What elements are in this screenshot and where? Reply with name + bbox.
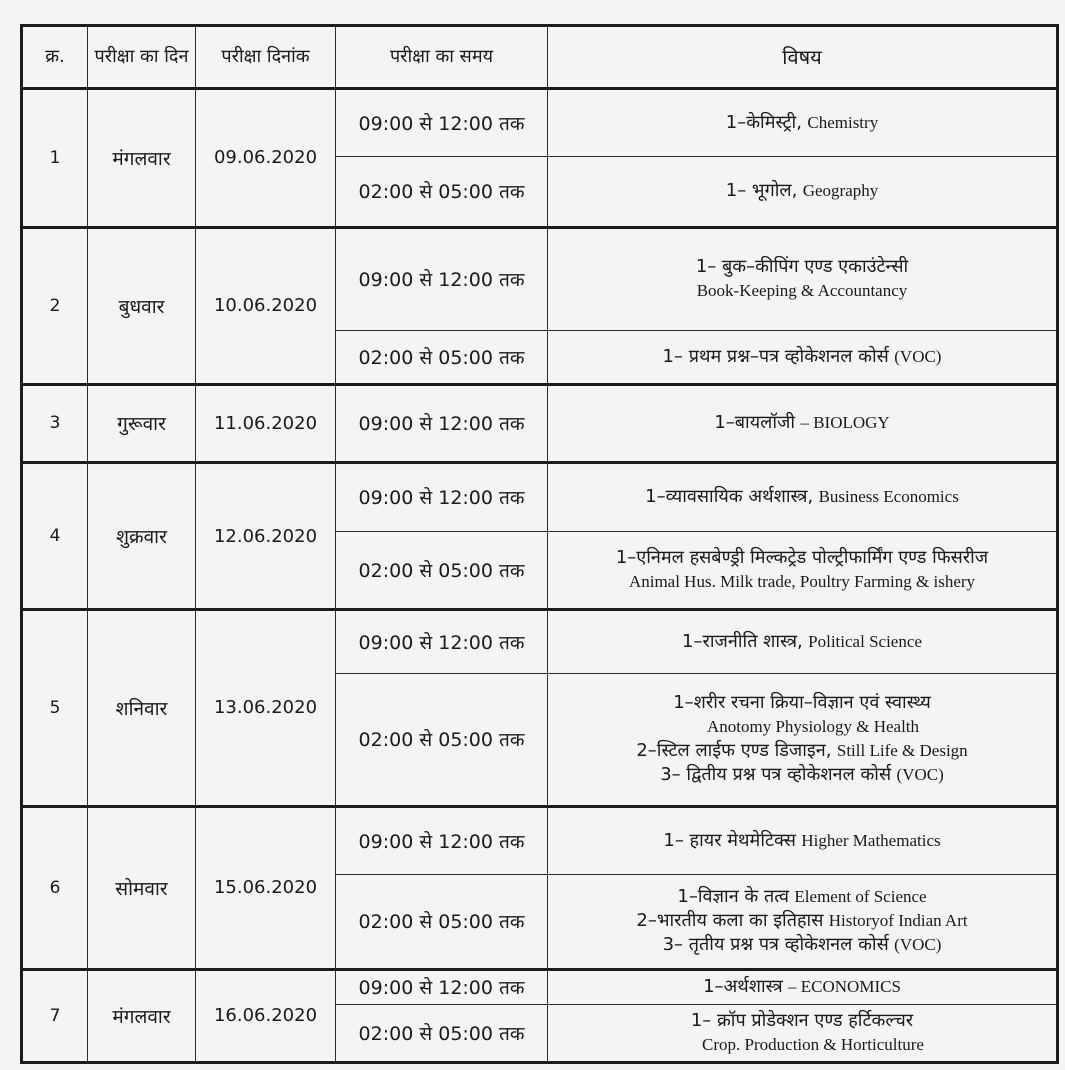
exam-day-cell: शुक्रवार xyxy=(88,463,196,610)
exam-day-cell: मंगलवार xyxy=(88,969,196,1062)
subject-name-english: (VOC) xyxy=(894,935,942,955)
table-header xyxy=(22,26,1058,89)
subject-line xyxy=(554,630,1050,654)
subject-line xyxy=(554,111,1050,135)
subject-name-hindi: 2–स्टिल लाईफ एण्ड डिजाइन, xyxy=(636,740,832,762)
exam-date-cell: 11.06.2020 xyxy=(196,384,336,463)
subject-name-english: Chemistry xyxy=(807,113,879,133)
subject-name-english: Geography xyxy=(802,181,879,201)
header-exam-time: परीक्षा का समय xyxy=(336,26,548,89)
subject-name-english: (VOC) xyxy=(896,765,944,785)
subject-line xyxy=(554,179,1050,203)
serial-cell: 1 xyxy=(22,89,88,228)
subject-name-hindi: 1–शरीर रचना क्रिया–विज्ञान एवं स्वास्थ्य xyxy=(673,692,931,714)
subject-cell xyxy=(548,384,1058,463)
subject-name-hindi: 3– तृतीय प्रश्न पत्र व्होकेशनल कोर्स xyxy=(662,934,889,956)
exam-date-cell: 13.06.2020 xyxy=(196,610,336,806)
subject-name-english: Political Science xyxy=(808,632,922,652)
exam-day-cell: बुधवार xyxy=(88,227,196,384)
subject-line xyxy=(554,570,1050,594)
subject-line xyxy=(554,933,1050,957)
subject-cell xyxy=(548,89,1058,157)
exam-date-cell: 10.06.2020 xyxy=(196,227,336,384)
subject-name-hindi: 1– प्रथम प्रश्न–पत्र व्होकेशनल कोर्स xyxy=(662,345,889,367)
exam-time-cell: 09:00 से 12:00 तक xyxy=(336,806,548,874)
subject-name-hindi: 1–राजनीति शास्त्र, xyxy=(682,631,803,653)
header-serial: क्र. xyxy=(22,26,88,89)
subject-name-hindi: 1–केमिस्ट्री, xyxy=(725,112,802,134)
subject-name-english: Higher Mathematics xyxy=(801,830,941,850)
subject-name-english: Historyof Indian Art xyxy=(828,911,968,931)
serial-cell: 6 xyxy=(22,806,88,969)
table-row xyxy=(22,227,1058,330)
exam-date-cell: 16.06.2020 xyxy=(196,969,336,1062)
subject-name-english: Element of Science xyxy=(794,887,927,907)
exam-time-cell: 02:00 से 05:00 तक xyxy=(336,674,548,806)
subject-name-english: – BIOLOGY xyxy=(800,413,890,433)
table-row xyxy=(22,384,1058,463)
subject-cell xyxy=(548,674,1058,806)
subject-line xyxy=(554,691,1050,715)
subject-line xyxy=(554,763,1050,787)
subject-name-hindi: 1–व्यावसायिक अर्थशास्त्र, xyxy=(645,486,814,508)
subject-name-english: Animal Hus. Milk trade, Poultry Farming & ishery xyxy=(628,571,976,591)
subject-name-english: – ECONOMICS xyxy=(788,977,901,997)
exam-date-cell: 15.06.2020 xyxy=(196,806,336,969)
exam-time-cell: 02:00 से 05:00 तक xyxy=(336,531,548,610)
subject-name-hindi: 2–भारतीय कला का इतिहास xyxy=(636,910,824,932)
subject-cell xyxy=(548,610,1058,674)
subject-name-hindi: 1–एनिमल हसबेण्ड्री मिल्कट्रेड पोल्ट्रीफार्मिंग एण्ड फिसरीज xyxy=(615,546,989,568)
table-row xyxy=(22,89,1058,157)
subject-name-hindi: 1–विज्ञान के तत्व xyxy=(677,886,790,908)
exam-day-cell: शनिवार xyxy=(88,610,196,806)
subject-name-hindi: 1– भूगोल, xyxy=(725,180,798,202)
subject-line xyxy=(554,485,1050,509)
subject-cell xyxy=(548,531,1058,610)
subject-line xyxy=(554,739,1050,763)
subject-name-hindi: 1– हायर मेथमेटिक्स xyxy=(663,829,796,851)
subject-cell xyxy=(548,463,1058,531)
subject-name-english: (VOC) xyxy=(894,346,942,366)
subject-name-hindi: 1– बुक–कीपिंग एण्ड एकाउंटेन्सी xyxy=(695,256,909,278)
table-row xyxy=(22,463,1058,531)
subject-name-english: Anotomy Physiology & Health xyxy=(706,717,920,737)
subject-name-english: Book-Keeping & Accountancy xyxy=(696,281,908,301)
exam-schedule-table xyxy=(20,24,1059,1064)
header-subject: विषय xyxy=(548,26,1058,89)
exam-day-cell: सोमवार xyxy=(88,806,196,969)
exam-time-cell: 02:00 से 05:00 तक xyxy=(336,157,548,227)
table-body xyxy=(22,89,1058,1063)
subject-cell xyxy=(548,1005,1058,1063)
serial-cell: 4 xyxy=(22,463,88,610)
subject-cell xyxy=(548,157,1058,227)
exam-time-cell: 09:00 से 12:00 तक xyxy=(336,463,548,531)
exam-time-cell: 02:00 से 05:00 तक xyxy=(336,874,548,969)
table-row xyxy=(22,969,1058,1004)
subject-name-hindi: 1–अर्थशास्त्र xyxy=(703,976,783,998)
subject-name-english: Still Life & Design xyxy=(836,741,968,761)
subject-line xyxy=(554,715,1050,739)
header-exam-day: परीक्षा का दिन xyxy=(88,26,196,89)
subject-cell xyxy=(548,227,1058,330)
exam-day-cell: गुरूवार xyxy=(88,384,196,463)
subject-line xyxy=(554,279,1050,303)
subject-line xyxy=(554,1033,1050,1057)
subject-line xyxy=(554,345,1050,369)
serial-cell: 2 xyxy=(22,227,88,384)
table-row xyxy=(22,806,1058,874)
subject-name-english: Business Economics xyxy=(818,487,959,507)
subject-name-hindi: 3– द्वितीय प्रश्न पत्र व्होकेशनल कोर्स xyxy=(660,764,892,786)
exam-time-cell: 02:00 से 05:00 तक xyxy=(336,330,548,384)
table-row xyxy=(22,610,1058,674)
subject-cell xyxy=(548,969,1058,1004)
subject-line xyxy=(554,975,1050,999)
serial-cell: 5 xyxy=(22,610,88,806)
subject-name-hindi: 1– क्रॉप प्रोडेक्शन एण्ड हर्टिकल्चर xyxy=(690,1010,914,1031)
exam-date-cell: 12.06.2020 xyxy=(196,463,336,610)
header-exam-date: परीक्षा दिनांक xyxy=(196,26,336,89)
exam-date-cell: 09.06.2020 xyxy=(196,89,336,228)
exam-time-cell: 09:00 से 12:00 तक xyxy=(336,610,548,674)
subject-cell xyxy=(548,330,1058,384)
exam-time-cell: 09:00 से 12:00 तक xyxy=(336,89,548,157)
subject-line xyxy=(554,546,1050,570)
subject-cell xyxy=(548,874,1058,969)
subject-line xyxy=(554,885,1050,909)
subject-name-english: Crop. Production & Horticulture xyxy=(702,1035,924,1054)
header-row xyxy=(22,26,1058,89)
serial-cell: 3 xyxy=(22,384,88,463)
subject-name-hindi: 1–बायलॉजी xyxy=(714,412,796,434)
subject-line xyxy=(554,829,1050,853)
exam-time-cell: 02:00 से 05:00 तक xyxy=(336,1005,548,1063)
subject-line xyxy=(554,909,1050,933)
subject-line xyxy=(554,411,1050,435)
subject-line xyxy=(554,255,1050,279)
exam-time-cell: 09:00 से 12:00 तक xyxy=(336,227,548,330)
subject-line xyxy=(554,1009,1050,1033)
exam-time-cell: 09:00 से 12:00 तक xyxy=(336,969,548,1004)
serial-cell: 7 xyxy=(22,969,88,1062)
exam-time-cell: 09:00 से 12:00 तक xyxy=(336,384,548,463)
exam-day-cell: मंगलवार xyxy=(88,89,196,228)
subject-cell xyxy=(548,806,1058,874)
